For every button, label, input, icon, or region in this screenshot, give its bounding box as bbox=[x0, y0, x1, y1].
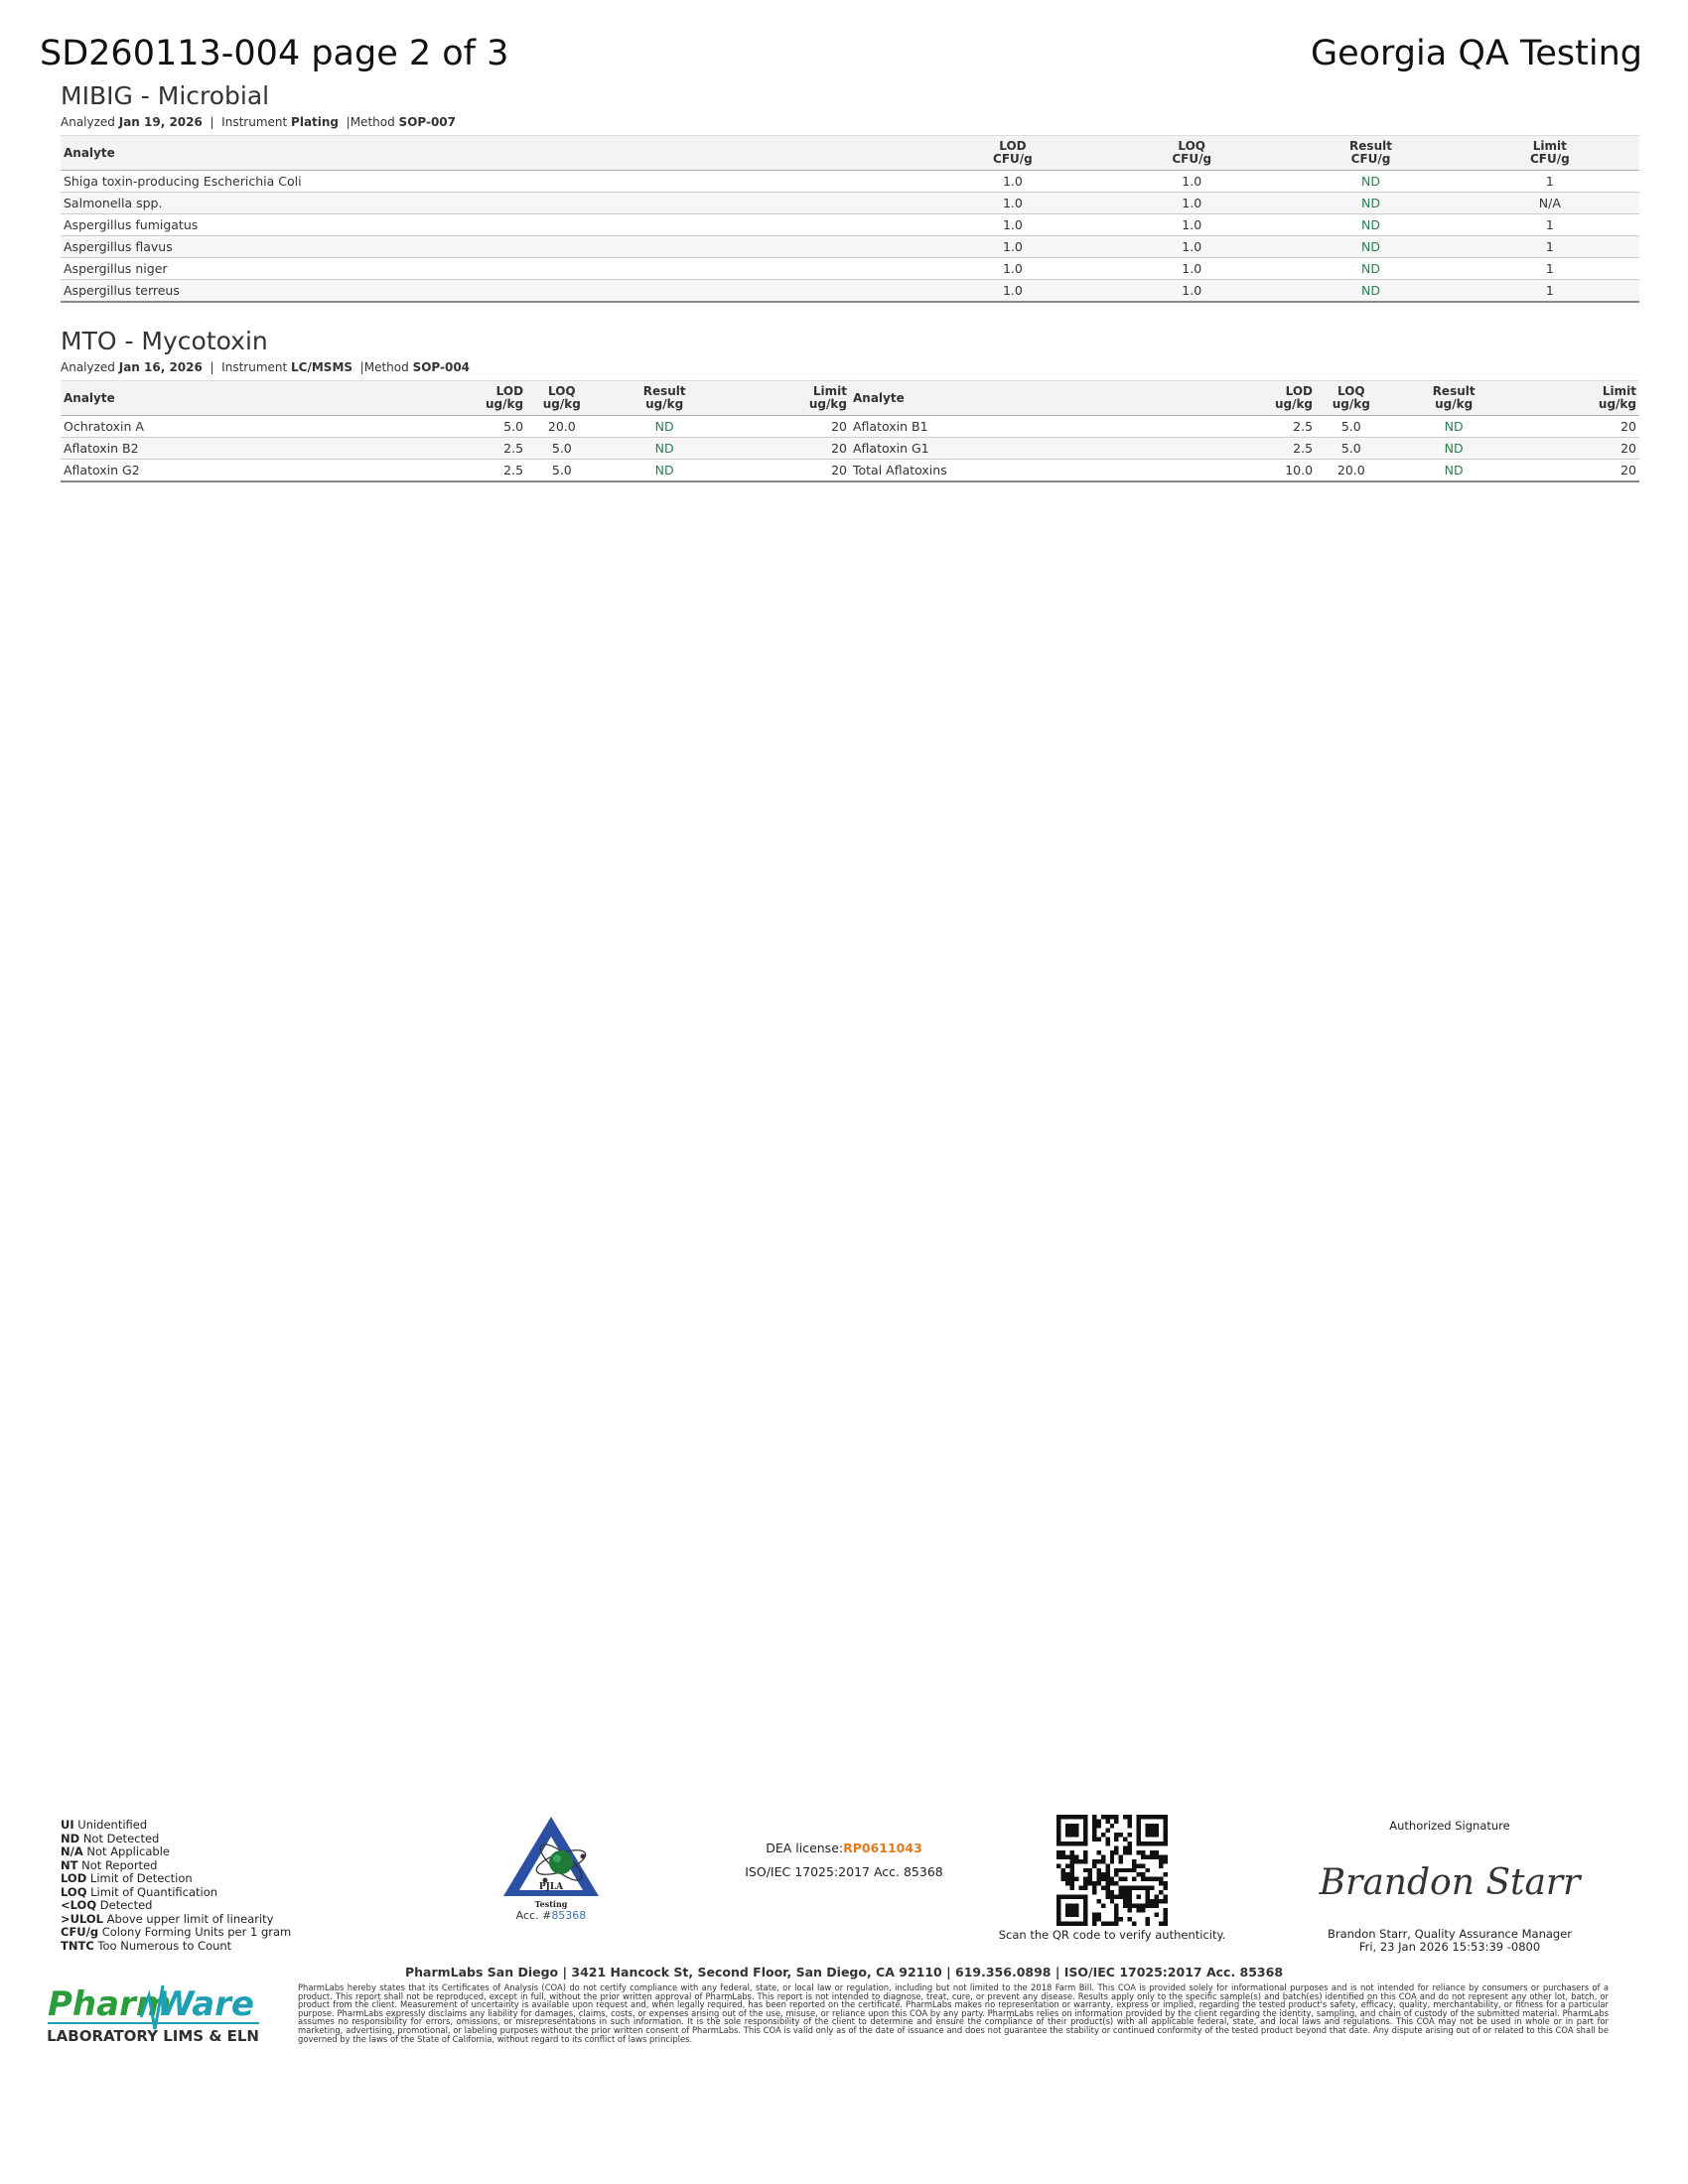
table-row: Aspergillus niger 1.0 1.0 ND 1 bbox=[61, 258, 1639, 280]
instrument-value: LC/MSMS bbox=[291, 360, 353, 374]
analyzed-label: Analyzed bbox=[61, 360, 115, 374]
qr-code[interactable] bbox=[1053, 1815, 1172, 1926]
handwritten-signature bbox=[1301, 1846, 1599, 1916]
pharmware-logo bbox=[46, 1978, 264, 2057]
svg-text:Pharm: Pharm bbox=[48, 1984, 172, 2024]
lab-address: PharmLabs San Diego | 3421 Hancock St, Second Floor, San Diego, CA 92110 | 619.356.0898 | ISO/IEC 17025:2017 Acc. 85368 bbox=[404, 1965, 1284, 1979]
col-lod: LOD CFU/g bbox=[923, 136, 1102, 171]
col-analyte: Analyte bbox=[61, 381, 456, 416]
microbial-section bbox=[61, 81, 1639, 303]
pjla-subtitle: Testing bbox=[534, 1899, 568, 1909]
qr-caption: Scan the QR code to verify authenticity. bbox=[998, 1928, 1226, 1942]
document-id: SD260113-004 page 2 of 3 bbox=[40, 34, 509, 73]
instrument-label: Instrument bbox=[221, 115, 288, 129]
svg-text:Brandon Starr: Brandon Starr bbox=[1319, 1862, 1581, 1903]
pjla-accreditation bbox=[501, 1815, 601, 1922]
microbial-title: MIBIG - Microbial bbox=[61, 81, 270, 110]
table-row: Aspergillus terreus 1.0 1.0 ND 1 bbox=[61, 280, 1639, 303]
col-loq: LOQ ug/kg bbox=[1316, 381, 1387, 416]
legend-item: >ULOL Above upper limit of linearity bbox=[61, 1911, 274, 1926]
col-result: Result ug/kg bbox=[598, 381, 732, 416]
method-label: Method bbox=[363, 360, 409, 374]
legend-item: LOD Limit of Detection bbox=[61, 1871, 193, 1885]
col-loq: LOQ ug/kg bbox=[526, 381, 598, 416]
dea-license-number: RP0611043 bbox=[843, 1841, 922, 1855]
table-row: Salmonella spp. 1.0 1.0 ND N/A bbox=[61, 193, 1639, 214]
svg-text:Ware: Ware bbox=[157, 1984, 254, 2024]
legend-item: N/A Not Applicable bbox=[61, 1844, 170, 1858]
legend-item: TNTC Too Numerous to Count bbox=[61, 1938, 232, 1953]
dea-license-block bbox=[695, 1837, 993, 1884]
dea-label: DEA license: bbox=[766, 1841, 844, 1855]
table-row: Aspergillus flavus 1.0 1.0 ND 1 bbox=[61, 236, 1639, 258]
col-limit: Limit ug/kg bbox=[732, 381, 850, 416]
col-analyte: Analyte bbox=[61, 136, 923, 171]
svg-text:PJLA: PJLA bbox=[538, 1882, 564, 1892]
table-row: Aspergillus fumigatus 1.0 1.0 ND 1 bbox=[61, 214, 1639, 236]
legend-item: CFU/g Colony Forming Units per 1 gram bbox=[61, 1925, 292, 1939]
client-name: Georgia QA Testing bbox=[1310, 34, 1642, 73]
signature-heading: Authorized Signature bbox=[1389, 1819, 1510, 1833]
legend-item: UI Unidentified bbox=[61, 1818, 148, 1832]
analyzed-date: Jan 19, 2026 bbox=[118, 115, 203, 129]
analyzed-date: Jan 16, 2026 bbox=[118, 360, 203, 374]
signatory-block bbox=[1301, 1928, 1599, 1954]
mycotoxin-section bbox=[61, 327, 1639, 482]
col-limit: Limit ug/kg bbox=[1521, 381, 1639, 416]
method-label: Method bbox=[350, 115, 395, 129]
instrument-label: Instrument bbox=[221, 360, 288, 374]
legend-item: <LOQ Detected bbox=[61, 1898, 153, 1912]
col-limit: Limit CFU/g bbox=[1461, 136, 1639, 171]
instrument-value: Plating bbox=[291, 115, 340, 129]
col-lod: LOD ug/kg bbox=[1244, 381, 1316, 416]
pjla-acc-number: Acc. #85368 bbox=[515, 1909, 587, 1922]
svg-text:LABORATORY LIMS & ELN: LABORATORY LIMS & ELN bbox=[47, 2027, 259, 2045]
col-loq: LOQ CFU/g bbox=[1102, 136, 1281, 171]
legend-item: LOQ Limit of Quantification bbox=[61, 1884, 218, 1899]
table-row: Ochratoxin A 5.0 20.0 ND 20 Aflatoxin B1 2.5 5.0 ND 20 bbox=[61, 416, 1639, 438]
pjla-logo-icon bbox=[501, 1815, 601, 1899]
mycotoxin-meta: Analyzed Jan 16, 2026 | Instrument LC/MSMS |Method SOP-004 bbox=[61, 360, 471, 374]
table-header-row bbox=[61, 136, 1639, 171]
col-result: Result ug/kg bbox=[1387, 381, 1521, 416]
col-result: Result CFU/g bbox=[1281, 136, 1460, 171]
method-value: SOP-004 bbox=[412, 360, 471, 374]
mycotoxin-table bbox=[61, 380, 1639, 482]
table-header-row bbox=[61, 381, 1639, 416]
table-row: Aflatoxin G2 2.5 5.0 ND 20 Total Aflatoxins 10.0 20.0 ND 20 bbox=[61, 460, 1639, 482]
col-lod: LOD ug/kg bbox=[456, 381, 527, 416]
table-row: Aflatoxin B2 2.5 5.0 ND 20 Aflatoxin G1 2.5 5.0 ND 20 bbox=[61, 438, 1639, 460]
mycotoxin-title: MTO - Mycotoxin bbox=[61, 327, 268, 355]
method-value: SOP-007 bbox=[398, 115, 457, 129]
col-analyte: Analyte bbox=[850, 381, 1245, 416]
signature-date: Fri, 23 Jan 2026 15:53:39 -0800 bbox=[1358, 1940, 1541, 1954]
legend-item: ND Not Detected bbox=[61, 1831, 160, 1845]
legend-item: NT Not Reported bbox=[61, 1857, 158, 1872]
table-row: Shiga toxin-producing Escherichia Coli 1.0 1.0 ND 1 bbox=[61, 171, 1639, 193]
microbial-meta: Analyzed Jan 19, 2026 | Instrument Plating |Method SOP-007 bbox=[61, 115, 457, 129]
signatory-name: Brandon Starr, Quality Assurance Manager bbox=[1327, 1927, 1573, 1941]
iso-accreditation: ISO/IEC 17025:2017 Acc. 85368 bbox=[745, 1864, 943, 1879]
microbial-table bbox=[61, 135, 1639, 303]
abbreviation-legend bbox=[61, 1819, 291, 1953]
legal-disclaimer: PharmLabs hereby states that its Certificates of Analysis (COA) do not certify compliance with any federal, state, or local law or regulation, including but not limited to the 2018 Farm Bill. This COA is provided solely for informational purposes and is not intended for reliance by consumers or purchasers of a product. This report shall not be reproduced, except in full, without the prior written approval of PharmLabs. This report is not intended to diagnose, treat, cure, or prevent any disease. Results apply only to the specific sample(s) and batch(es) identified on this COA and do not represent any other lot, batch, or product from the client. Measurement of uncertainty is available upon request and, when legally required, has been reported on the certificate. PharmLabs makes no representation or warranty, express or implied, regarding the tested product's safety, efficacy, quality, merchantability, or fitness for a particular purpose. PharmLabs expressly disclaims any liability for damages, claims, costs, or expenses arising out of the use, misuse, or reliance upon this COA by any party. PharmLabs relies on information provided by the client regarding the identity, sampling, and chain of custody of the submitted material. PharmLabs assumes no responsibility for errors, omissions, or misrepresentations in such information. It is the sole responsibility of the client to determine and ensure the compliance of their product(s) with all applicable federal, state, and local laws and regulations. This COA may not be used in whole or in part for marketing, advertising, promotional, or labeling purposes without the prior written consent of PharmLabs. This COA is valid only as of the date of issuance and does not guarantee the stability or continued conformity of the tested product beyond that date. Any dispute arising out of or related to this COA shall be governed by the laws of the State of California, without regard to its conflict of laws principles. bbox=[298, 1982, 1609, 2044]
analyzed-label: Analyzed bbox=[61, 115, 115, 129]
